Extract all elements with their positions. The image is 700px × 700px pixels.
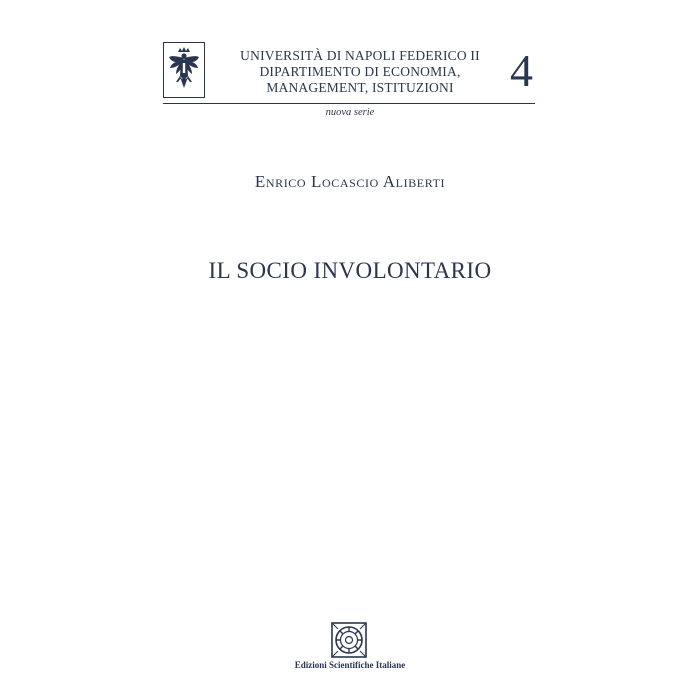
- university-crest: [163, 42, 205, 98]
- series-number: 4: [510, 45, 533, 96]
- series-header: [163, 42, 535, 104]
- institution-name: [235, 48, 485, 96]
- header-rule: [163, 103, 535, 104]
- institution-line: MANAGEMENT, ISTITUZIONI: [266, 80, 454, 95]
- institution-line: UNIVERSITÀ DI NAPOLI FEDERICO II: [240, 48, 480, 63]
- book-title: IL SOCIO INVOLONTARIO: [208, 258, 492, 283]
- author-name: Enrico Locascio Aliberti: [254, 172, 446, 191]
- eagle-crest-icon: [167, 46, 201, 94]
- institution-line: DIPARTIMENTO DI ECONOMIA,: [259, 64, 461, 79]
- publisher-seal-icon: [329, 620, 369, 660]
- publisher-name: Edizioni Scientifiche Italiane: [294, 660, 406, 670]
- series-label: nuova serie: [325, 107, 375, 118]
